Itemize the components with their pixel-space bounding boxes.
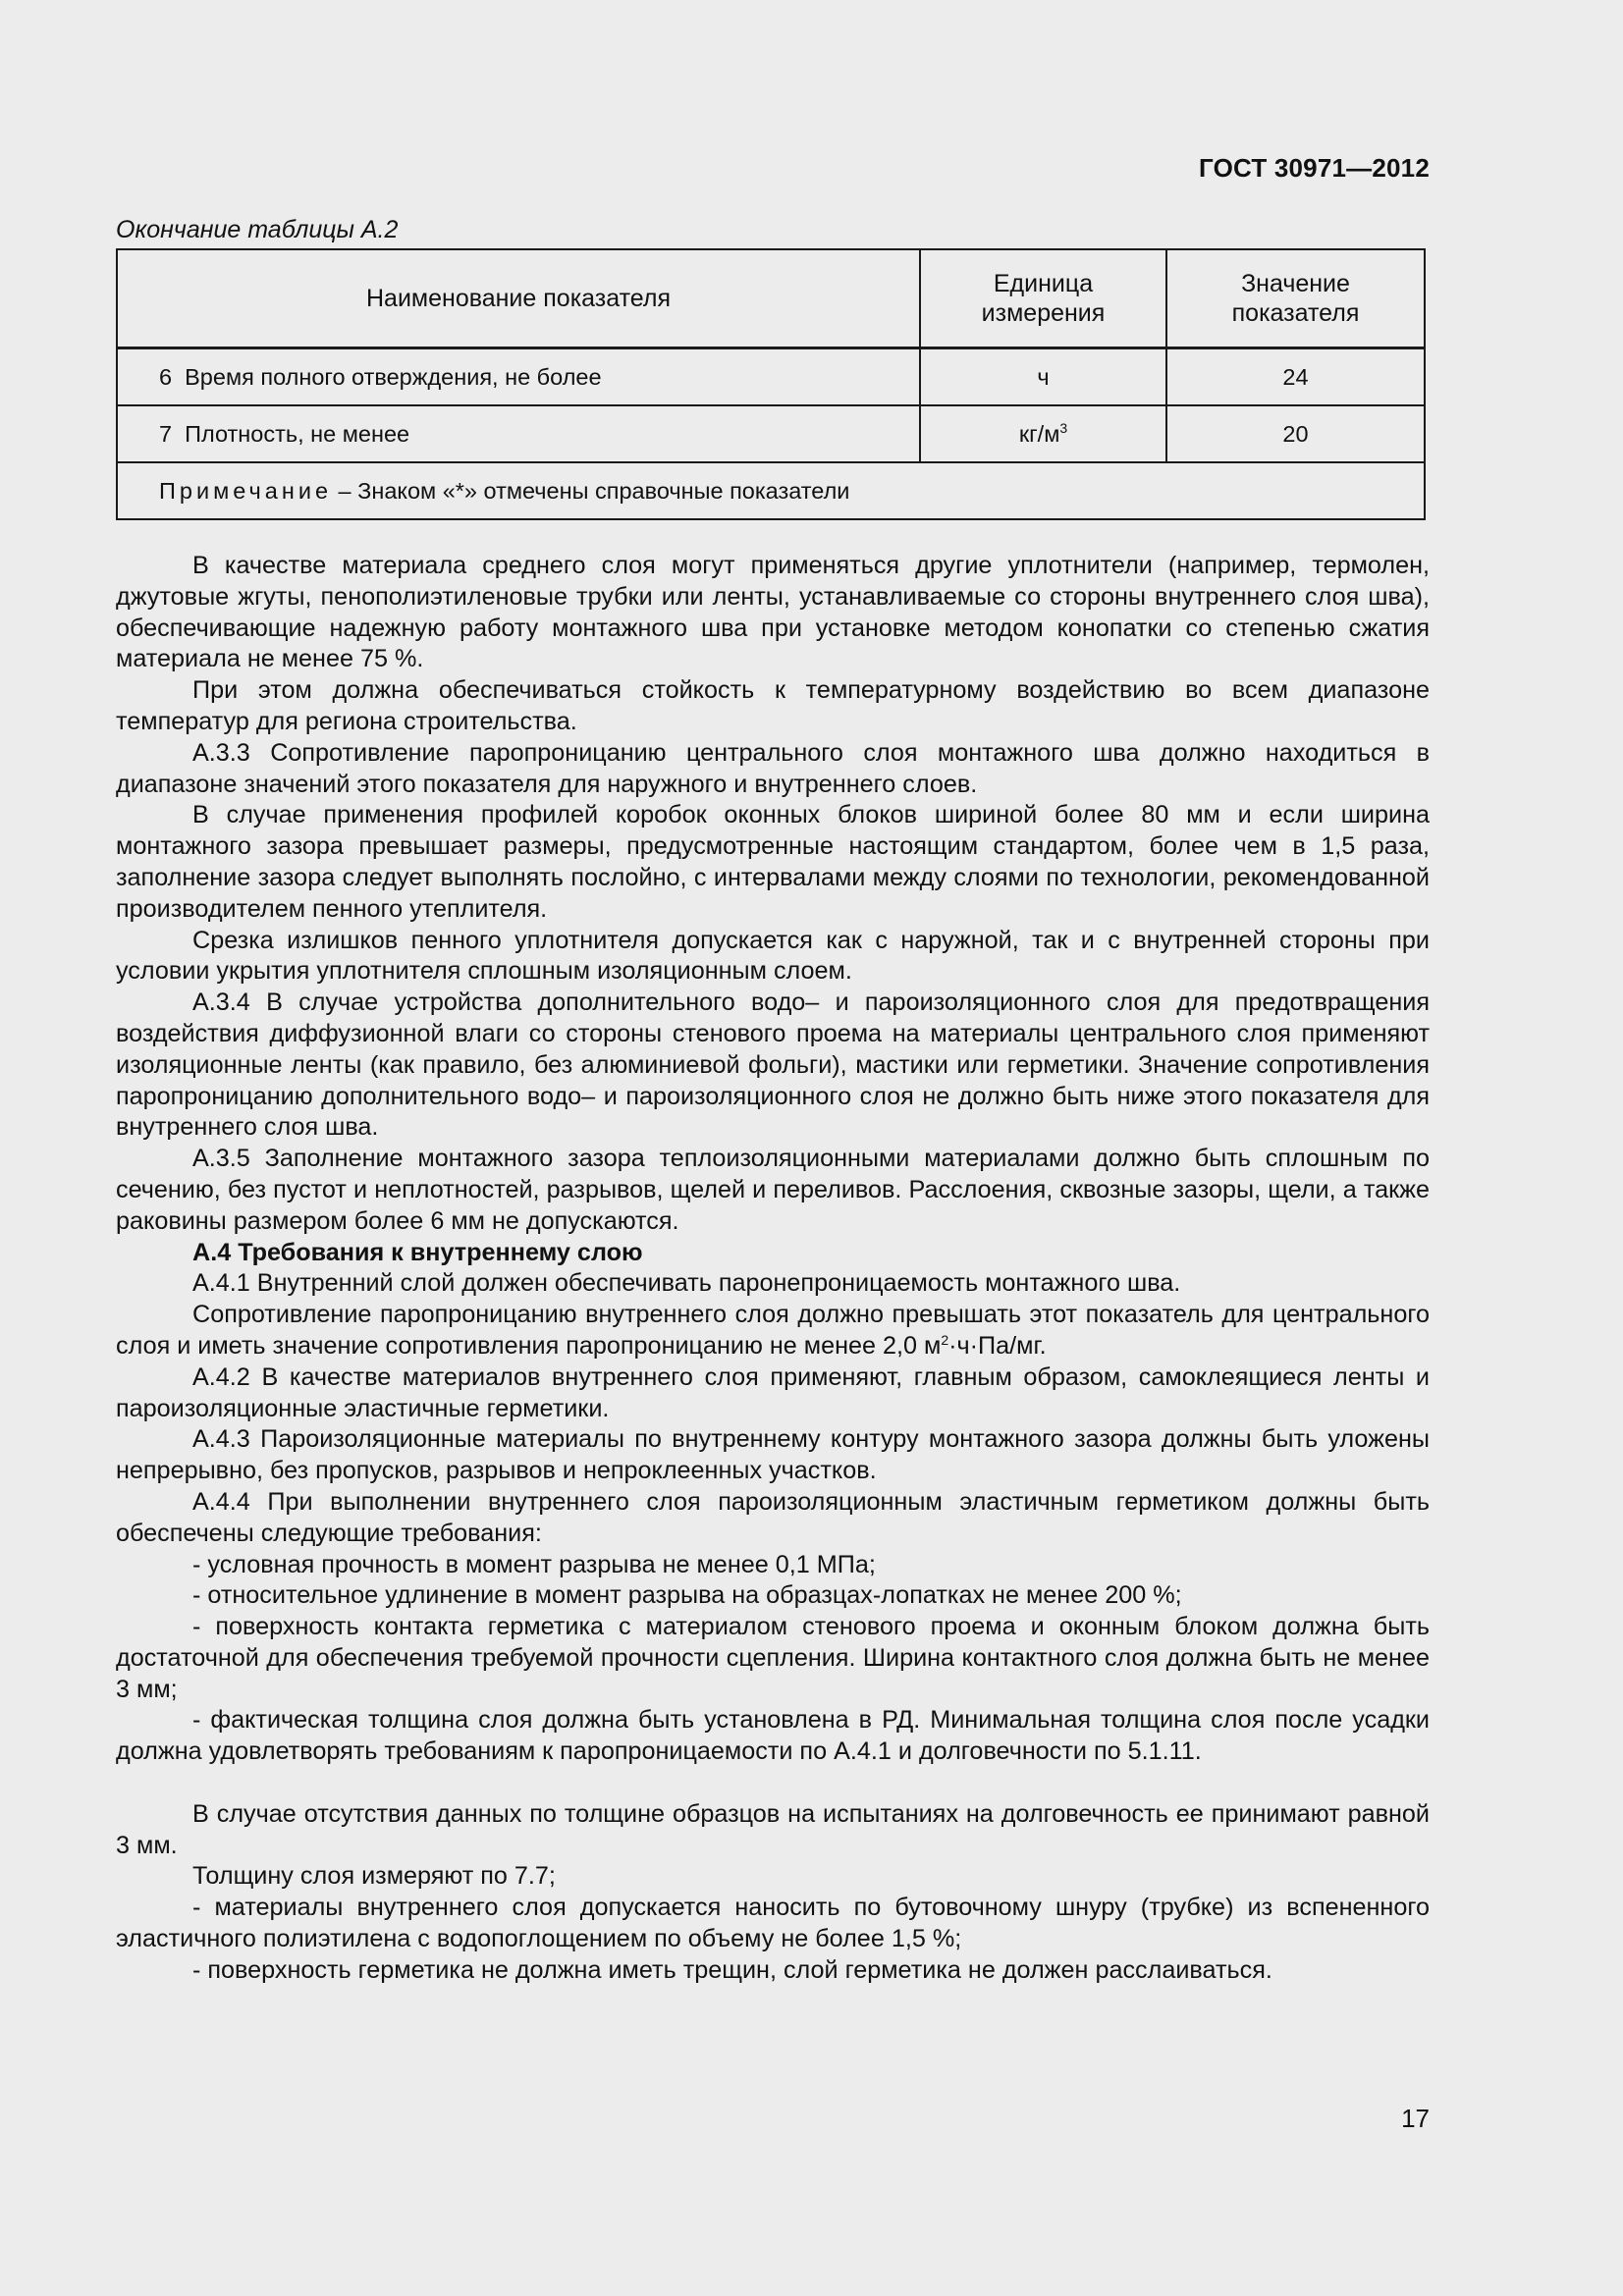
page-number: 17: [1401, 2104, 1430, 2133]
column-header-value-text: Значение показателя: [1231, 270, 1360, 327]
paragraph: А.3.5 Заполнение монтажного зазора теплоизоляционными материалами должно быть сплошным по сечению, без пустот и неплотностей, разрывов, щелей и переливов. Расслоения, сквозные зазоры, щели, а также раковины размером более 6 мм не допускаются.: [116, 1145, 1430, 1235]
unit-text: кг/м: [1018, 420, 1060, 447]
section-heading: А.4 Требования к внутреннему слою: [192, 1238, 643, 1266]
list-item: - относительное удлинение в момент разрыва на образцах-лопатках не менее 200 %;: [192, 1581, 1182, 1610]
paragraph: Толщину слоя измеряют по 7.7;: [192, 1862, 556, 1891]
resistance-superscript: 2: [941, 1331, 949, 1348]
column-header-value: [1166, 249, 1425, 348]
row-unit-cell: [920, 405, 1166, 462]
column-header-name: Наименование показателя: [117, 249, 920, 348]
resistance-text: Сопротивление паропроницанию внутреннего слоя должно превышать этот показатель для центрального слоя и иметь значение сопротивления паропроницанию не менее 2,0 м: [116, 1301, 1430, 1360]
unit-superscript: 3: [1059, 419, 1068, 436]
resistance-unit: ·ч·Па/мг.: [948, 1331, 1047, 1360]
table-header-row: [117, 249, 1425, 348]
table-row: [117, 348, 1425, 406]
list-item: - условная прочность в момент разрыва не менее 0,1 МПа;: [192, 1550, 876, 1578]
note-text: – Знаком «*» отмечены справочные показатели: [332, 477, 850, 504]
table-row: [117, 405, 1425, 462]
indicator-table: [116, 248, 1426, 520]
paragraph: Срезка излишков пенного уплотнителя допускается как с наружной, так и с внутренней стороны при условии укрытия уплотнителя сплошным изоляционным слоем.: [116, 926, 1430, 986]
paragraph: А.3.4 В случае устройства дополнительного водо– и пароизоляционного слоя для предотвращения воздействия диффузионной влаги со стороны стенового проема на материалы центрального слоя применяют изоляционные ленты (как правило, без алюминиевой фольги), мастики или герметики. Значение сопротивления паропроницанию дополнительного водо– и пароизоляционного слоя не должно быть ниже этого показателя для внутреннего слоя шва.: [116, 988, 1430, 1142]
row-name-cell: 7 Плотность, не менее: [117, 405, 920, 462]
list-item: - поверхность контакта герметика с материалом стенового проема и оконным блоком должна быть достаточной для обеспечения требуемой прочности сцепления. Ширина контактного слоя должна быть не менее 3 мм;: [116, 1613, 1430, 1703]
paragraph: А.4.3 Пароизоляционные материалы по внутреннему контуру монтажного зазора должны быть уложены непрерывно, без пропусков, разрывов и непроклеенных участков.: [116, 1425, 1430, 1485]
table-note-row: [117, 462, 1425, 519]
column-header-unit-text: Единица измерения: [981, 270, 1106, 327]
table-caption: Окончание таблицы А.2: [116, 216, 399, 243]
paragraph: А.3.3 Сопротивление паропроницанию центрального слоя монтажного шва должно находиться в диапазоне значений этого показателя для наружного и внутреннего слоев.: [116, 738, 1430, 798]
row-name-cell: 6 Время полного отверждения, не более: [117, 348, 920, 406]
paragraph: В случае применения профилей коробок оконных блоков шириной более 80 мм и если ширина монтажного зазора превышает размеры, предусмотренные настоящим стандартом, более чем в 1,5 раза, заполнение зазора следует выполнять послойно, с интервалами между слоями по технологии, рекомендованной производителем пенного утеплителя.: [116, 801, 1430, 923]
row-unit-cell: ч: [920, 348, 1166, 406]
paragraph: В случае отсутствия данных по толщине образцов на испытаниях на долговечность ее принимают равной 3 мм.: [116, 1799, 1430, 1859]
paragraph: А.4.1 Внутренний слой должен обеспечивать паронепроницаемость монтажного шва.: [192, 1269, 1181, 1298]
row-value-cell: 24: [1166, 348, 1425, 406]
paragraph: При этом должна обеспечиваться стойкость к температурному воздействию во всем диапазоне температур для региона строительства.: [116, 676, 1430, 735]
paragraph-resistance: [116, 1300, 1430, 1362]
paragraph: А.4.2 В качестве материалов внутреннего слоя применяют, главным образом, самоклеящиеся ленты и пароизоляционные эластичные герметики.: [116, 1362, 1430, 1422]
list-item: - материалы внутреннего слоя допускается наносить по бутовочному шнуру (трубке) из вспененного эластичного полиэтилена с водопоглощением по объему не более 1,5 %;: [116, 1894, 1430, 1953]
note-label: Примечание: [159, 477, 333, 504]
table-note: [117, 462, 1425, 519]
list-item: - поверхность герметика не должна иметь трещин, слой герметика не должен расслаиваться.: [192, 1955, 1272, 1984]
paragraph: В качестве материала среднего слоя могут применяться другие уплотнители (например, термолен, джутовые жгуты, пенополиэтиленовые трубки или ленты, устанавливаемые со стороны внутреннего слоя шва), обеспечивающие надежную работу монтажного шва при установке методом конопатки со степенью сжатия материала не менее 75 %.: [116, 552, 1430, 673]
standard-header: ГОСТ 30971—2012: [1199, 153, 1430, 183]
list-item: - фактическая толщина слоя должна быть установлена в РД. Минимальная толщина слоя после усадки должна удовлетворять требованиям к паропроницаемости по А.4.1 и долговечности по 5.1.11.: [116, 1706, 1430, 1766]
paragraph: А.4.4 При выполнении внутреннего слоя пароизоляционным эластичным герметиком должны быть обеспечены следующие требования:: [116, 1487, 1430, 1547]
row-value-cell: 20: [1166, 405, 1425, 462]
document-body: [116, 551, 1430, 1987]
column-header-unit: [920, 249, 1166, 348]
